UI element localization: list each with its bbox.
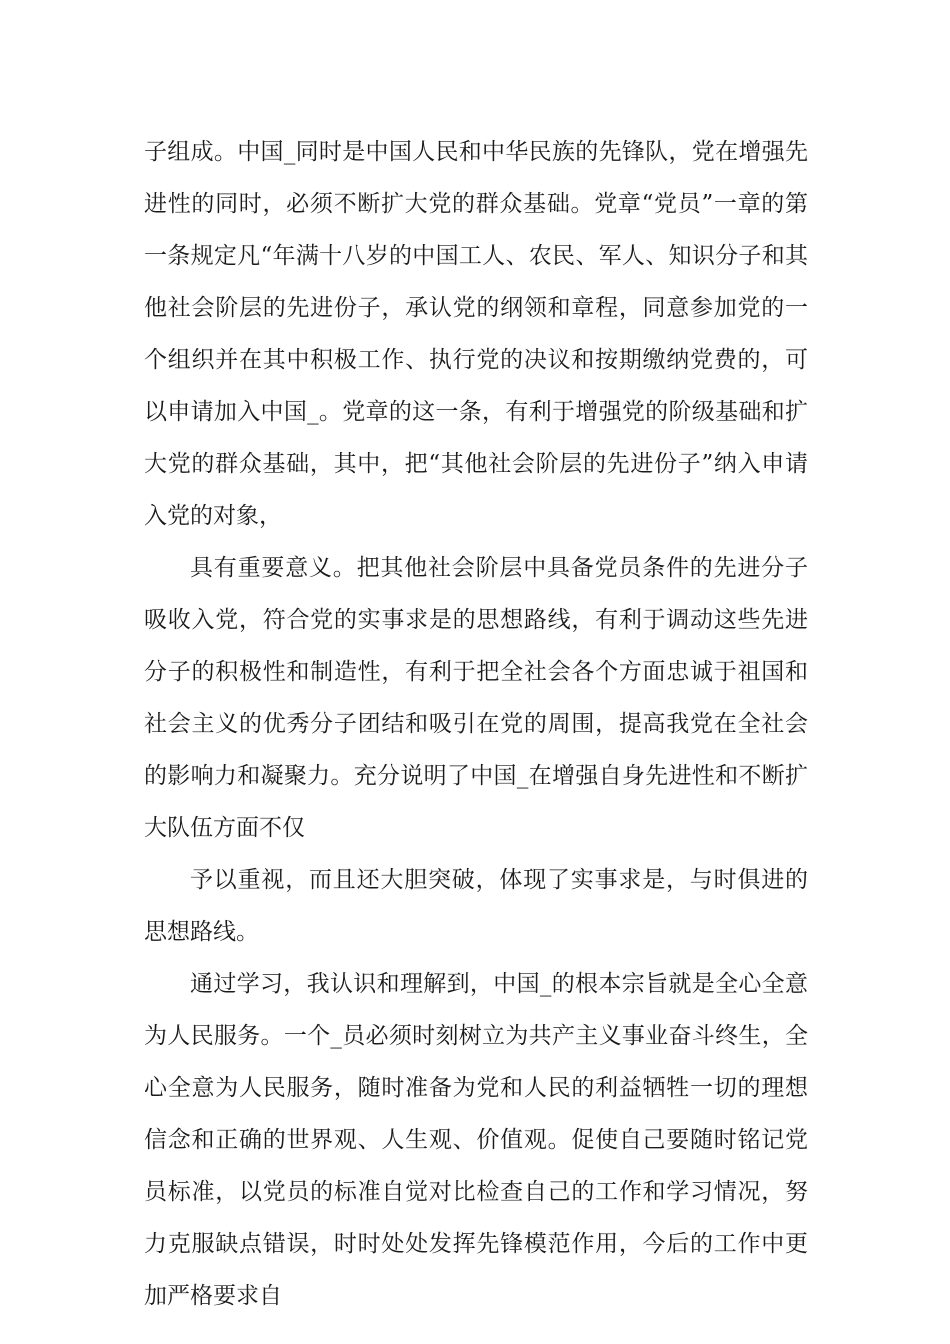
paragraph-1: 子组成。中国_同时是中国人民和中华民族的先锋队，党在增强先进性的同时，必须不断扩大党的群众基础。党章“党员”一章的第一条规定凡“年满十八岁的中国工人、农民、军人、知识分子和其他社会阶层的先进份子，承认党的纲领和章程，同意参加党的一个组织并在其中积极工作、执行党的决议和按期缴纳党费的，可以申请加入中国_。党章的这一条，有利于增强党的阶级基础和扩大党的群众基础，其中，把“其他社会阶层的先进份子”纳入申请入党的对象， <box>144 139 808 529</box>
paragraph-3: 予以重视，而且还大胆突破，体现了实事求是，与时俱进的思想路线。 <box>144 867 808 945</box>
paragraph-2: 具有重要意义。把其他社会阶层中具备党员条件的先进分子吸收入党，符合党的实事求是的思想路线，有利于调动这些先进分子的积极性和制造性，有利于把全社会各个方面忠诚于祖国和社会主义的优秀分子团结和吸引在党的周围，提高我党在全社会的影响力和凝聚力。充分说明了中国_在增强自身先进性和不断扩大队伍方面不仅 <box>144 555 808 841</box>
paragraph-4: 通过学习，我认识和理解到，中国_的根本宗旨就是全心全意为人民服务。一个_员必须时刻树立为共产主义事业奋斗终生，全心全意为人民服务，随时准备为党和人民的利益牺牲一切的理想信念和正确的世界观、人生观、价值观。促使自己要随时铭记党员标准，以党员的标准自觉对比检查自己的工作和学习情况，努力克服缺点错误，时时处处发挥先锋模范作用，今后的工作中更加严格要求自 <box>144 971 808 1309</box>
document-body <box>144 126 808 1322</box>
